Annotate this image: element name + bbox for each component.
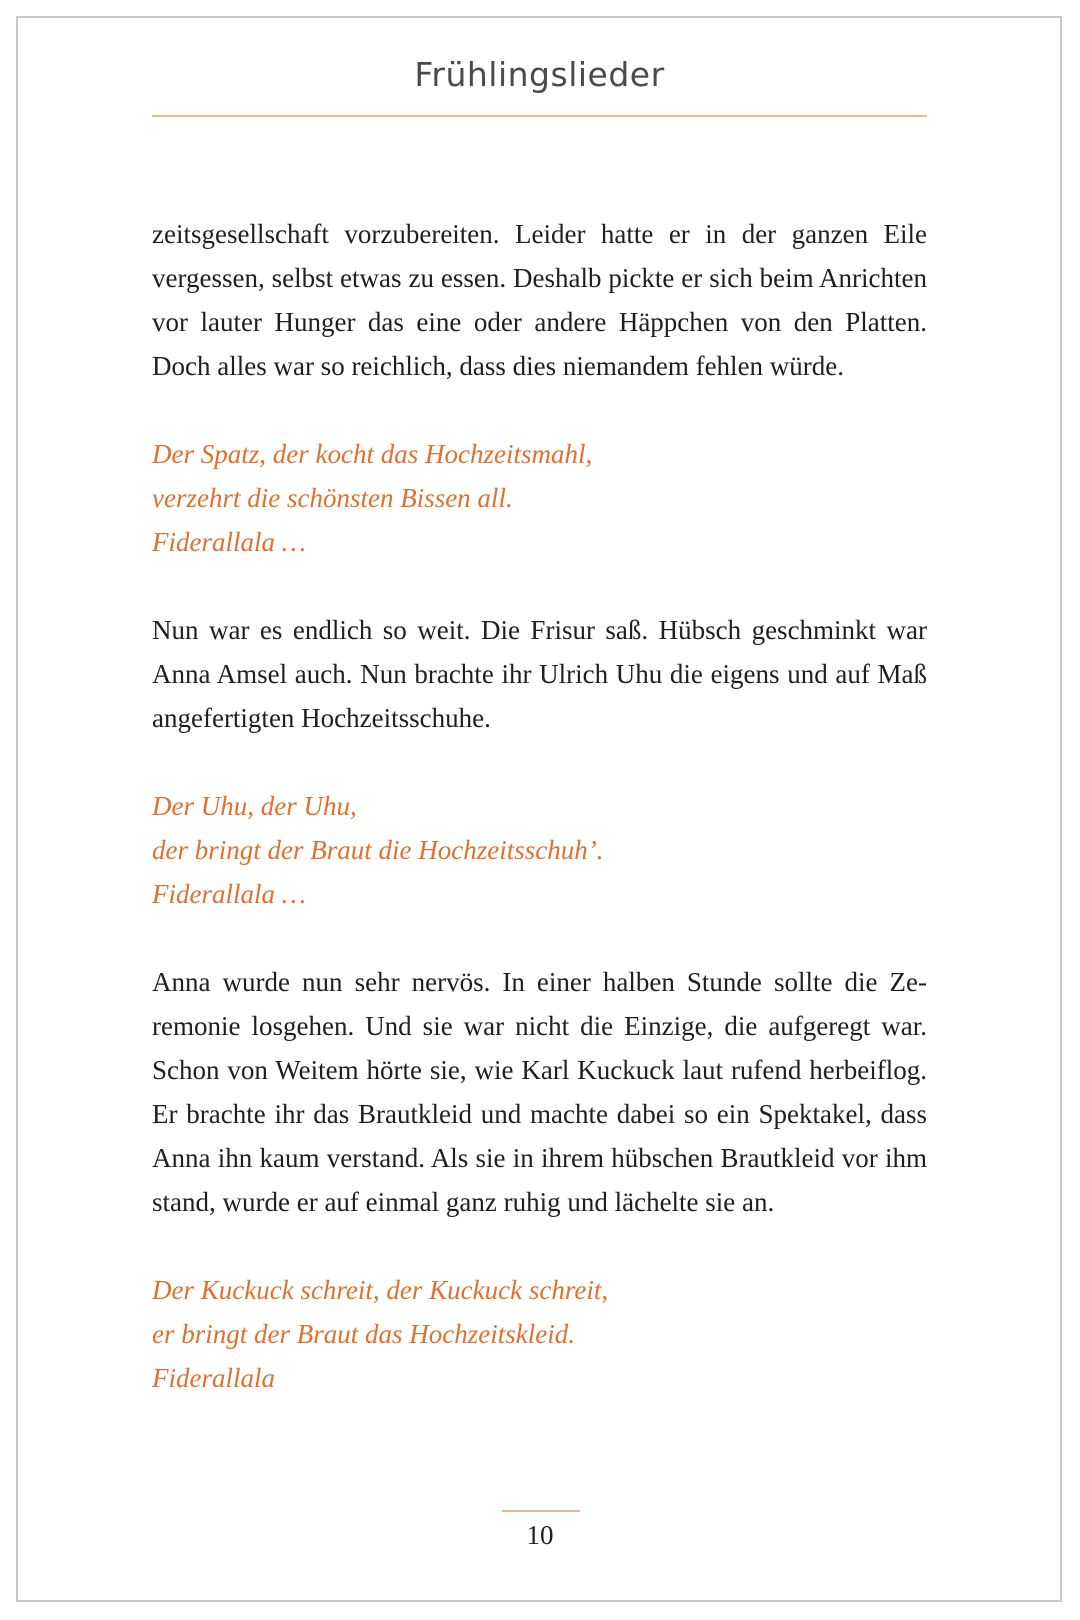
paragraph-2: Nun war es endlich so weit. Die Frisur saß. Hübsch geschminkt war Anna Amsel auch. Nun brachte ihr Ulrich Uhu die eigens und auf Maß angefertigten Hochzeitsschuhe. <box>152 615 927 733</box>
page-body <box>152 212 927 1444</box>
verse-2-line-2: der bringt der Braut die Hochzeitsschuh’. <box>152 835 604 865</box>
paragraph-3: Anna wurde nun sehr nervös. In einer halben Stunde sollte die Zeremonie losgehen. Und sie war nicht die Einzige, die aufgeregt war. Schon von Weitem hörte sie, wie Karl Kuckuck laut rufend herbeiflog. Er brachte ihr das Brautkleid und machte dabei so ein Spektakel, dass Anna ihn kaum verstand. Als sie in ihrem hübschen Brautkleid vor ihm stand, wurde er auf einmal ganz ruhig und lächelte sie an. <box>152 967 927 1217</box>
verse-2-line-1: Der Uhu, der Uhu, <box>152 791 357 821</box>
header-title: Frühlingslieder <box>414 55 665 94</box>
verse-3-line-3: Fiderallala <box>152 1363 275 1393</box>
verse-3 <box>152 1268 927 1400</box>
footer-divider <box>502 1510 580 1512</box>
verse-2-line-3: Fiderallala … <box>152 879 306 909</box>
verse-1 <box>152 432 927 564</box>
verse-1-line-3: Fiderallala … <box>152 527 306 557</box>
header-divider <box>152 115 927 117</box>
running-header <box>152 55 927 119</box>
verse-1-line-2: verzehrt die schönsten Bissen all. <box>152 483 513 513</box>
paragraph-1: zeitsgesellschaft vorzubereiten. Leider hatte er in der ganzen Eile vergessen, selbst etwas zu essen. Deshalb pickte er sich beim Anrichten vor lauter Hunger das eine oder andere Häppchen von den Platten. Doch alles war so reichlich, dass dies niemandem fehlen würde. <box>152 219 927 381</box>
verse-2 <box>152 784 927 916</box>
page-number: 10 <box>526 1520 554 1550</box>
page-footer <box>0 1510 1080 1570</box>
verse-3-line-2: er bringt der Braut das Hochzeitskleid. <box>152 1319 575 1349</box>
verse-1-line-1: Der Spatz, der kocht das Hochzeitsmahl, <box>152 439 593 469</box>
verse-3-line-1: Der Kuckuck schreit, der Kuckuck schreit, <box>152 1275 609 1305</box>
